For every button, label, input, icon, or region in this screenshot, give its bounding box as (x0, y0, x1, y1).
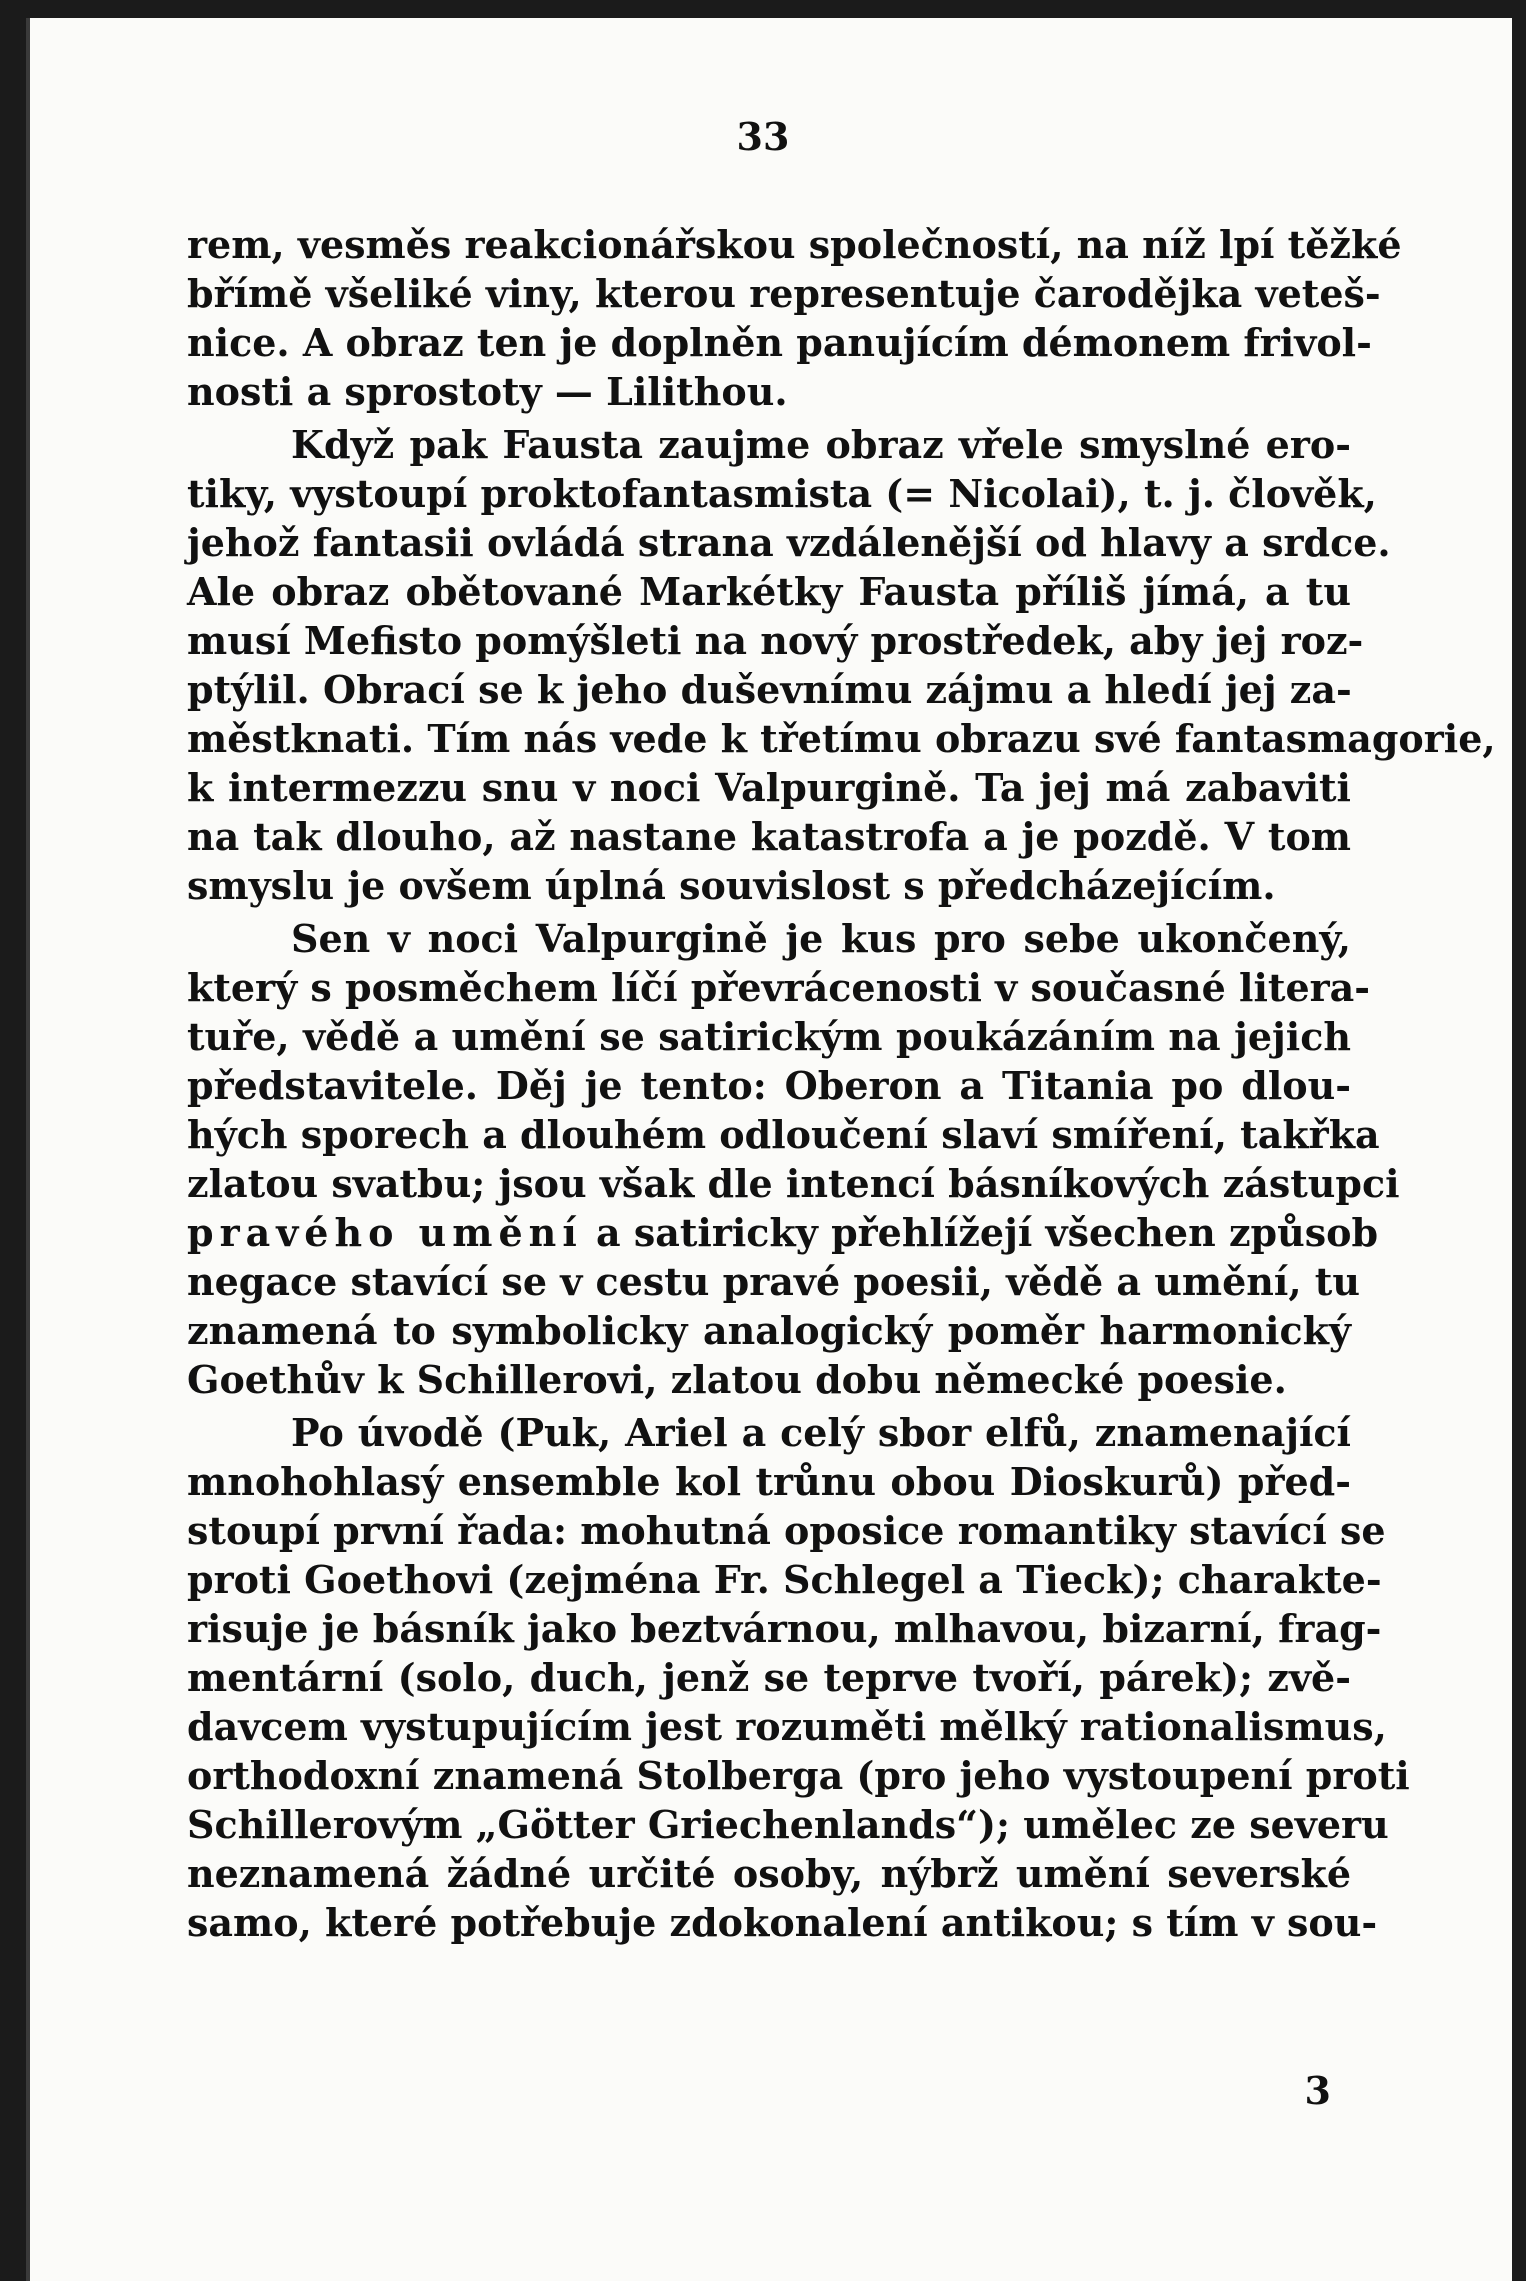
text-line: k intermezzu snu v noci Valpurgině. Ta jej má zabaviti (187, 765, 1351, 810)
text-line: Sen v noci Valpurgině je kus pro sebe ukončený, (291, 916, 1351, 961)
text-line: představitele. Děj je tento: Oberon a Titania po dlou- (187, 1063, 1351, 1108)
text-line: risuje je básník jako beztvárnou, mlhavou, bizarní, frag- (187, 1606, 1382, 1651)
text-line: smyslu je ovšem úplná souvislost s předcházejícím. (187, 863, 1276, 908)
text-line: Po úvodě (Puk, Ariel a celý sbor elfů, znamenající (291, 1410, 1351, 1455)
text-line: tiky, vystoupí proktofantasmista (= Nicolai), t. j. člověk, (187, 471, 1377, 516)
body-text (187, 220, 1496, 1947)
text-line: davcem vystupujícím jest rozuměti mělký rationalismus, (187, 1704, 1387, 1749)
text-line: tuře, vědě a umění se satirickým poukázáním na jejich (187, 1014, 1351, 1059)
emphasized-phrase: pravého umění (187, 1210, 583, 1255)
text-line: musí Mefisto pomýšleti na nový prostředek, aby jej roz- (187, 618, 1364, 663)
text-line: rem, vesměs reakcionářskou společností, na níž lpí těžké (187, 222, 1402, 267)
text-line: jehož fantasii ovládá strana vzdálenější od hlavy a srdce. (187, 520, 1391, 565)
text-line: pravého umění a satiricky přehlížejí všechen způsob (187, 1210, 1379, 1255)
text-line: samo, které potřebuje zdokonalení antikou; s tím v sou- (187, 1900, 1378, 1945)
text-line: na tak dlouho, až nastane katastrofa a je pozdě. V tom (187, 814, 1351, 859)
text-line: Goethův k Schillerovi, zlatou dobu německé poesie. (187, 1357, 1287, 1402)
text-line: mnohohlasý ensemble kol trůnu obou Dioskurů) před- (187, 1459, 1351, 1504)
text-line: neznamená žádné určité osoby, nýbrž umění severské (187, 1851, 1351, 1896)
text-line: hých sporech a dlouhém odloučení slaví smíření, takřka (187, 1112, 1380, 1157)
page-number: 33 (736, 114, 790, 159)
text-line: mentární (solo, duch, jenž se teprve tvoří, párek); zvě- (187, 1655, 1351, 1700)
text-line: nosti a sprostoty — Lilithou. (187, 369, 788, 414)
text-line: negace stavící se v cestu pravé poesii, vědě a umění, tu (187, 1259, 1360, 1304)
text-line: městknati. Tím nás vede k třetímu obrazu své fantasmagorie, (187, 716, 1496, 761)
text-line: proti Goethovi (zejména Fr. Schlegel a Tieck); charakte- (187, 1557, 1382, 1602)
text-line: znamená to symbolicky analogický poměr harmonický (187, 1308, 1351, 1353)
text-line: nice. A obraz ten je doplněn panujícím démonem frivol- (187, 320, 1372, 365)
text-line: orthodoxní znamená Stolberga (pro jeho vystoupení proti (187, 1753, 1410, 1798)
text-line: zlatou svatbu; jsou však dle intencí básníkových zástupci (187, 1161, 1400, 1206)
text-line: stoupí první řada: mohutná oposice romantiky stavící se (187, 1508, 1386, 1553)
text-line: ptýlil. Obrací se k jeho duševnímu zájmu a hledí jej za- (187, 667, 1352, 712)
text-line: Schillerovým „Götter Griechenlands“); umělec ze severu (187, 1802, 1389, 1847)
text-line: Když pak Fausta zaujme obraz vřele smyslné ero- (291, 422, 1351, 467)
text-line: který s posměchem líčí převrácenosti v současné litera- (187, 965, 1371, 1010)
text-line: Ale obraz obětované Markétky Fausta příliš jímá, a tu (187, 569, 1351, 614)
text-line: břímě všeliké viny, kterou representuje čarodějka veteš- (187, 271, 1381, 316)
signature-mark: 3 (1304, 2068, 1331, 2113)
binding-edge (26, 18, 30, 2281)
